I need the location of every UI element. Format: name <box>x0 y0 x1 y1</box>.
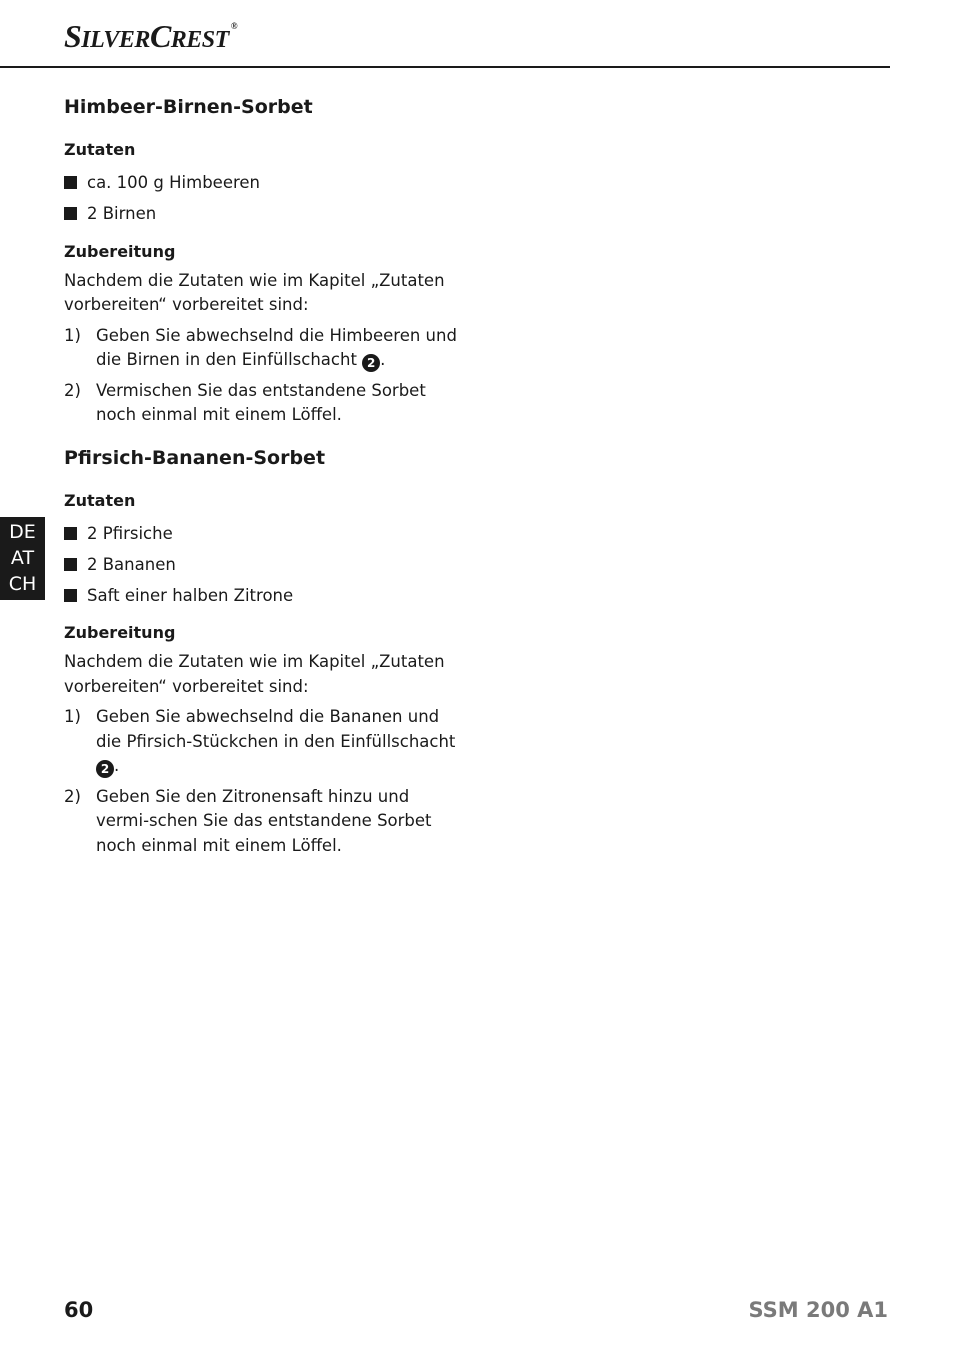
recipe-section <box>64 94 464 428</box>
brand-logo-initial-2: C <box>149 18 171 54</box>
recipe-section <box>64 445 464 859</box>
step-number: 2) <box>64 380 81 400</box>
step-item <box>64 705 464 779</box>
steps-list <box>64 324 464 428</box>
ingredients-heading: Zutaten <box>64 490 136 510</box>
ingredient-text: 2 Pfirsiche <box>87 523 173 543</box>
brand-logo-part-1: ILVER <box>81 27 150 53</box>
preparation-heading: Zubereitung <box>64 241 176 261</box>
bullet-square-icon <box>64 176 77 189</box>
reference-number-icon: 2 <box>96 760 114 778</box>
ingredient-text: ca. 100 g Himbeeren <box>87 173 261 192</box>
ingredient-item <box>64 202 464 227</box>
step-text: Geben Sie den Zitronensaft hinzu und vermi-schen Sie das entstandene Sorbet noch einmal mit einem Löffel. <box>96 786 432 855</box>
recipe-title: Himbeer-Birnen-Sorbet <box>64 96 313 118</box>
step-text: Vermischen Sie das entstandene Sorbet noch einmal mit einem Löffel. <box>96 380 426 424</box>
step-number: 1) <box>64 707 81 726</box>
reference-number-icon: 2 <box>362 354 380 372</box>
preparation-intro: Nachdem die Zutaten wie im Kapitel „Zutaten vorbereiten“ vorbereitet sind: <box>64 270 445 314</box>
bullet-square-icon <box>64 207 77 220</box>
brand-logo-initial-1: S <box>64 18 82 54</box>
step-number: 1) <box>64 325 81 345</box>
page-number: 60 <box>64 1298 94 1322</box>
ingredient-item <box>64 584 464 609</box>
recipe-content <box>64 94 464 864</box>
preparation-heading: Zubereitung <box>64 623 176 642</box>
step-number: 2) <box>64 786 81 806</box>
steps-list <box>64 705 464 858</box>
ingredient-item <box>64 553 464 578</box>
model-number: SSM 200 A1 <box>748 1298 888 1322</box>
step-item <box>64 785 464 859</box>
step-text-end: . <box>114 756 120 775</box>
ingredient-item <box>64 171 464 196</box>
header-rule <box>0 66 890 68</box>
ingredient-text: 2 Birnen <box>87 204 157 223</box>
ingredient-text: 2 Bananen <box>87 554 176 574</box>
registered-mark: ® <box>230 21 238 31</box>
ingredients-list <box>64 522 464 609</box>
language-code: CH <box>8 573 37 595</box>
step-item <box>64 379 464 428</box>
bullet-square-icon <box>64 558 77 571</box>
brand-logo <box>64 18 237 55</box>
step-text: Geben Sie abwechselnd die Bananen und die Pfirsich-Stückchen in den Einfüllschacht <box>96 707 456 751</box>
language-tab <box>0 517 45 600</box>
ingredients-heading: Zutaten <box>64 140 136 159</box>
ingredient-item <box>64 522 464 547</box>
bullet-square-icon <box>64 527 77 540</box>
bullet-square-icon <box>64 589 77 602</box>
brand-logo-part-2: REST <box>170 27 229 53</box>
preparation-intro: Nachdem die Zutaten wie im Kapitel „Zutaten vorbereiten“ vorbereitet sind: <box>64 652 445 696</box>
ingredients-list <box>64 171 464 227</box>
ingredient-text: Saft einer halben Zitrone <box>87 585 294 605</box>
step-text: Geben Sie abwechselnd die Himbeeren und die Birnen in den Einfüllschacht <box>96 325 457 369</box>
recipe-title: Pfirsich-Bananen-Sorbet <box>64 446 326 469</box>
language-code: AT <box>10 547 35 569</box>
step-item <box>64 324 464 373</box>
language-code: DE <box>9 521 36 543</box>
step-text-end: . <box>380 350 386 369</box>
